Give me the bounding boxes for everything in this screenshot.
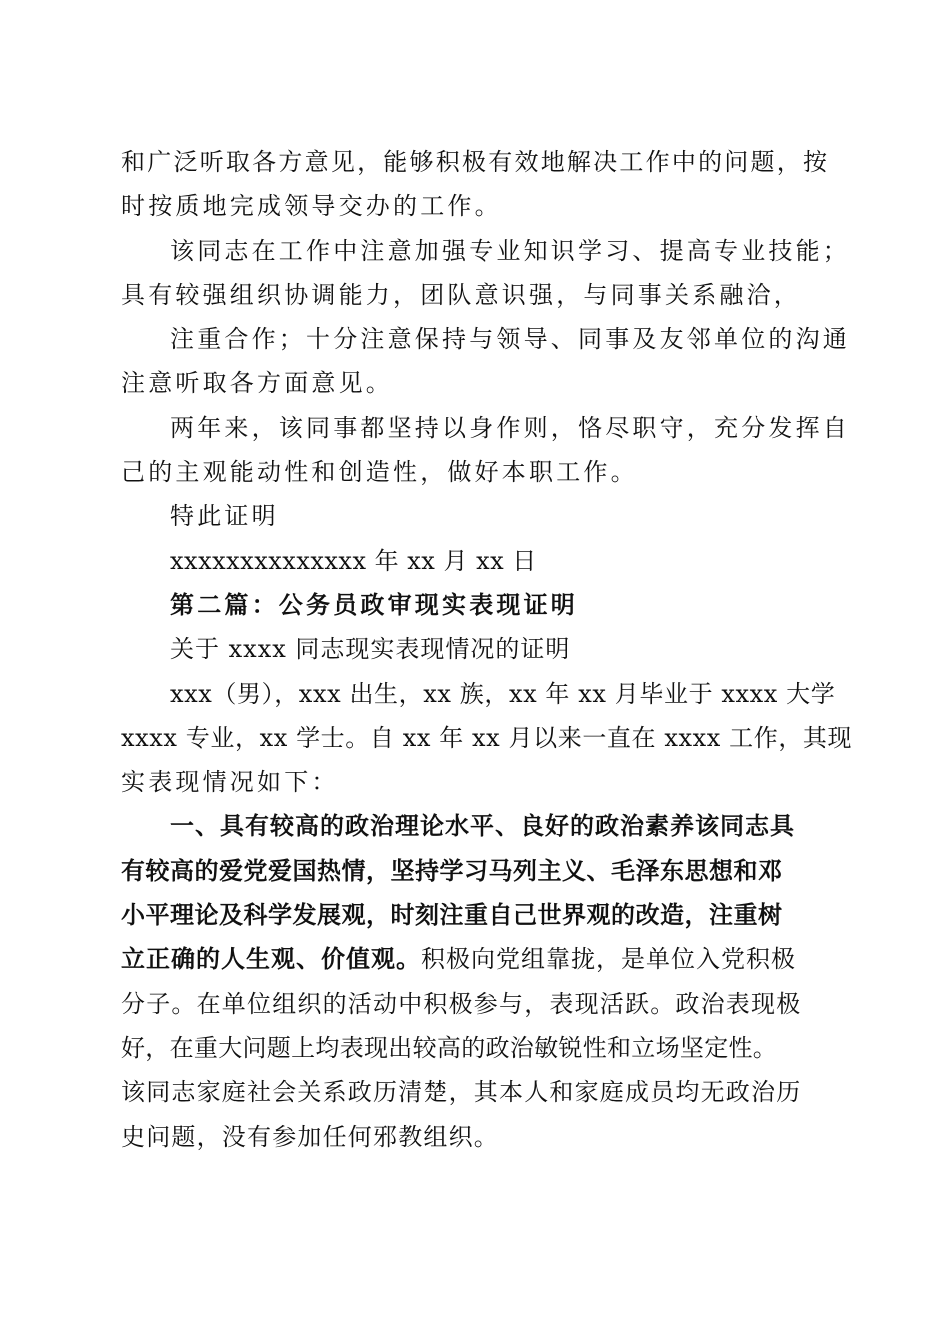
paragraph-line: xxx（男），xxx 出生，xx 族，xx 年 xx 月毕业于 xxxx 大学 xyxy=(170,679,836,708)
date-line: xxxxxxxxxxxxxx 年 xx 月 xx 日 xyxy=(170,546,537,575)
paragraph-line: 史问题，没有参加任何邪教组织。 xyxy=(121,1122,499,1151)
paragraph-line: 好，在重大问题上均表现出较高的政治敏锐性和立场坚定性。 xyxy=(121,1033,778,1062)
section-heading: 第二篇：公务员政审现实表现证明 xyxy=(170,589,578,619)
bold-paragraph-line: 小平理论及科学发展观，时刻注重自己世界观的改造，注重树 xyxy=(121,901,783,930)
paragraph-line: 该同志家庭社会关系政历清楚，其本人和家庭成员均无政治历 xyxy=(121,1078,802,1107)
paragraph-line: 注重合作；十分注意保持与领导、同事及友邻单位的沟通 xyxy=(170,325,850,354)
bold-text: 立正确的人生观、价值观。 xyxy=(121,945,421,974)
bold-paragraph-line: 一、具有较高的政治理论水平、良好的政治素养该同志具 xyxy=(170,812,795,841)
paragraph-line: 分子。在单位组织的活动中积极参与，表现活跃。政治表现极 xyxy=(121,989,802,1018)
document-page xyxy=(121,140,853,1159)
paragraph-line: 实表现情况如下： xyxy=(121,768,339,797)
paragraph-line: 和广泛听取各方意见，能够积极有效地解决工作中的问题，按 xyxy=(121,148,827,176)
bold-paragraph-line: 有较高的爱党爱国热情，坚持学习马列主义、毛泽东思想和邓 xyxy=(121,856,783,885)
paragraph-line: 时按质地完成领导交办的工作。 xyxy=(121,192,502,221)
certificate-title: 关于 xxxx 同志现实表现情况的证明 xyxy=(170,635,571,664)
paragraph-line: 具有较强组织协调能力，团队意识强，与同事关系融洽， xyxy=(121,280,801,309)
closing-statement: 特此证明 xyxy=(170,502,279,531)
paragraph-line: 己的主观能动性和创造性，做好本职工作。 xyxy=(121,458,638,487)
normal-text: 积极向党组靠拢，是单位入党积极 xyxy=(421,945,796,974)
mixed-paragraph-line xyxy=(121,937,827,981)
paragraph-line: xxxx 专业，xx 学士。自 xx 年 xx 月以来一直在 xxxx 工作，其现 xyxy=(121,723,853,752)
paragraph-line: 该同志在工作中注意加强专业知识学习、提高专业技能； xyxy=(170,236,850,265)
paragraph-line: 注意听取各方面意见。 xyxy=(121,369,393,398)
paragraph-line: 两年来，该同事都坚持以身作则，恪尽职守，充分发挥自 xyxy=(170,413,850,442)
